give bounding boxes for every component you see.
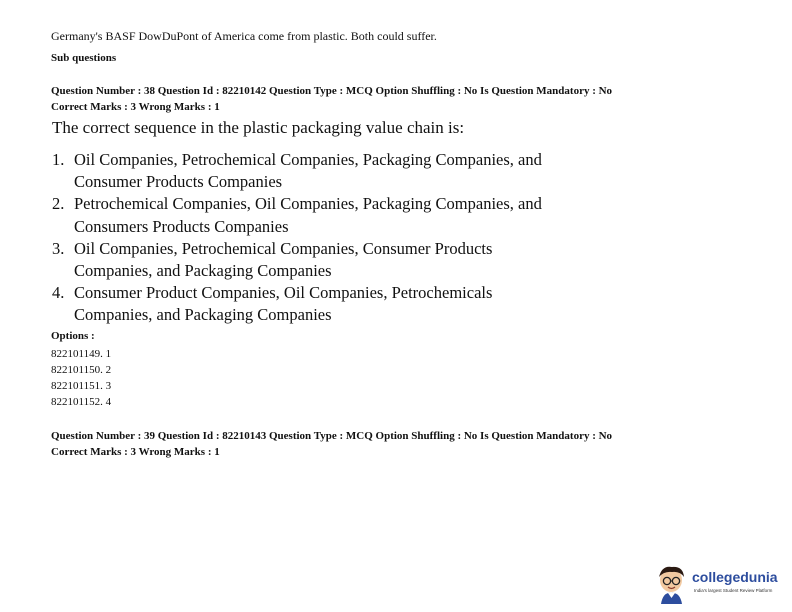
choice-4-text: Consumer Product Companies, Oil Companies, Petrochemicals Companies, and Packaging Companies [74,283,493,325]
question-38-stem: The correct sequence in the plastic packaging value chain is: [52,118,465,137]
options-label: Options : [51,330,95,342]
options-list [51,346,111,410]
question-38-meta-line1: Question Number : 38 Question Id : 82210142 Question Type : MCQ Option Shuffling : No Is Question Mandatory : No [51,85,613,97]
sub-questions-label: Sub questions [51,52,117,64]
option-item: 822101149. 1 [51,348,112,360]
choice-2-text: Petrochemical Companies, Oil Companies, Packaging Companies, and Consumers Products Companies [74,194,542,236]
choice-4 [52,282,554,326]
choice-3-text: Oil Companies, Petrochemical Companies, Consumer Products Companies, and Packaging Companies [74,238,493,281]
choice-2-number: 2. [52,194,65,214]
option-item: 822101151. 3 [51,380,112,392]
passage-continuation: Germany's BASF DowDuPont of America come from plastic. Both could suffer. [51,29,437,43]
collegedunia-logo [656,564,786,604]
choice-1-text: Oil Companies, Petrochemical Companies, Packaging Companies, and Consumer Products Companies [74,150,542,192]
student-mascot-icon [656,564,688,604]
choice-1-number: 1. [52,150,65,169]
choice-1 [52,149,554,193]
question-38-meta-line2: Correct Marks : 3 Wrong Marks : 1 [51,101,220,113]
logo-tagline: India's largest Student Review Platform [694,588,773,593]
question-38-meta [51,83,612,115]
question-39-meta-line2: Correct Marks : 3 Wrong Marks : 1 [51,446,220,458]
question-38-choices [52,149,554,327]
choice-4-number: 4. [52,283,65,303]
choice-3 [52,238,554,282]
choice-2 [52,193,554,237]
question-39-meta [51,428,612,460]
option-item: 822101152. 4 [51,396,112,408]
option-item: 822101150. 2 [51,364,112,376]
logo-wordmark: collegedunia [692,569,778,585]
choice-3-number: 3. [52,238,65,258]
question-39-meta-line1: Question Number : 39 Question Id : 82210143 Question Type : MCQ Option Shuffling : No Is Question Mandatory : No [51,430,613,442]
